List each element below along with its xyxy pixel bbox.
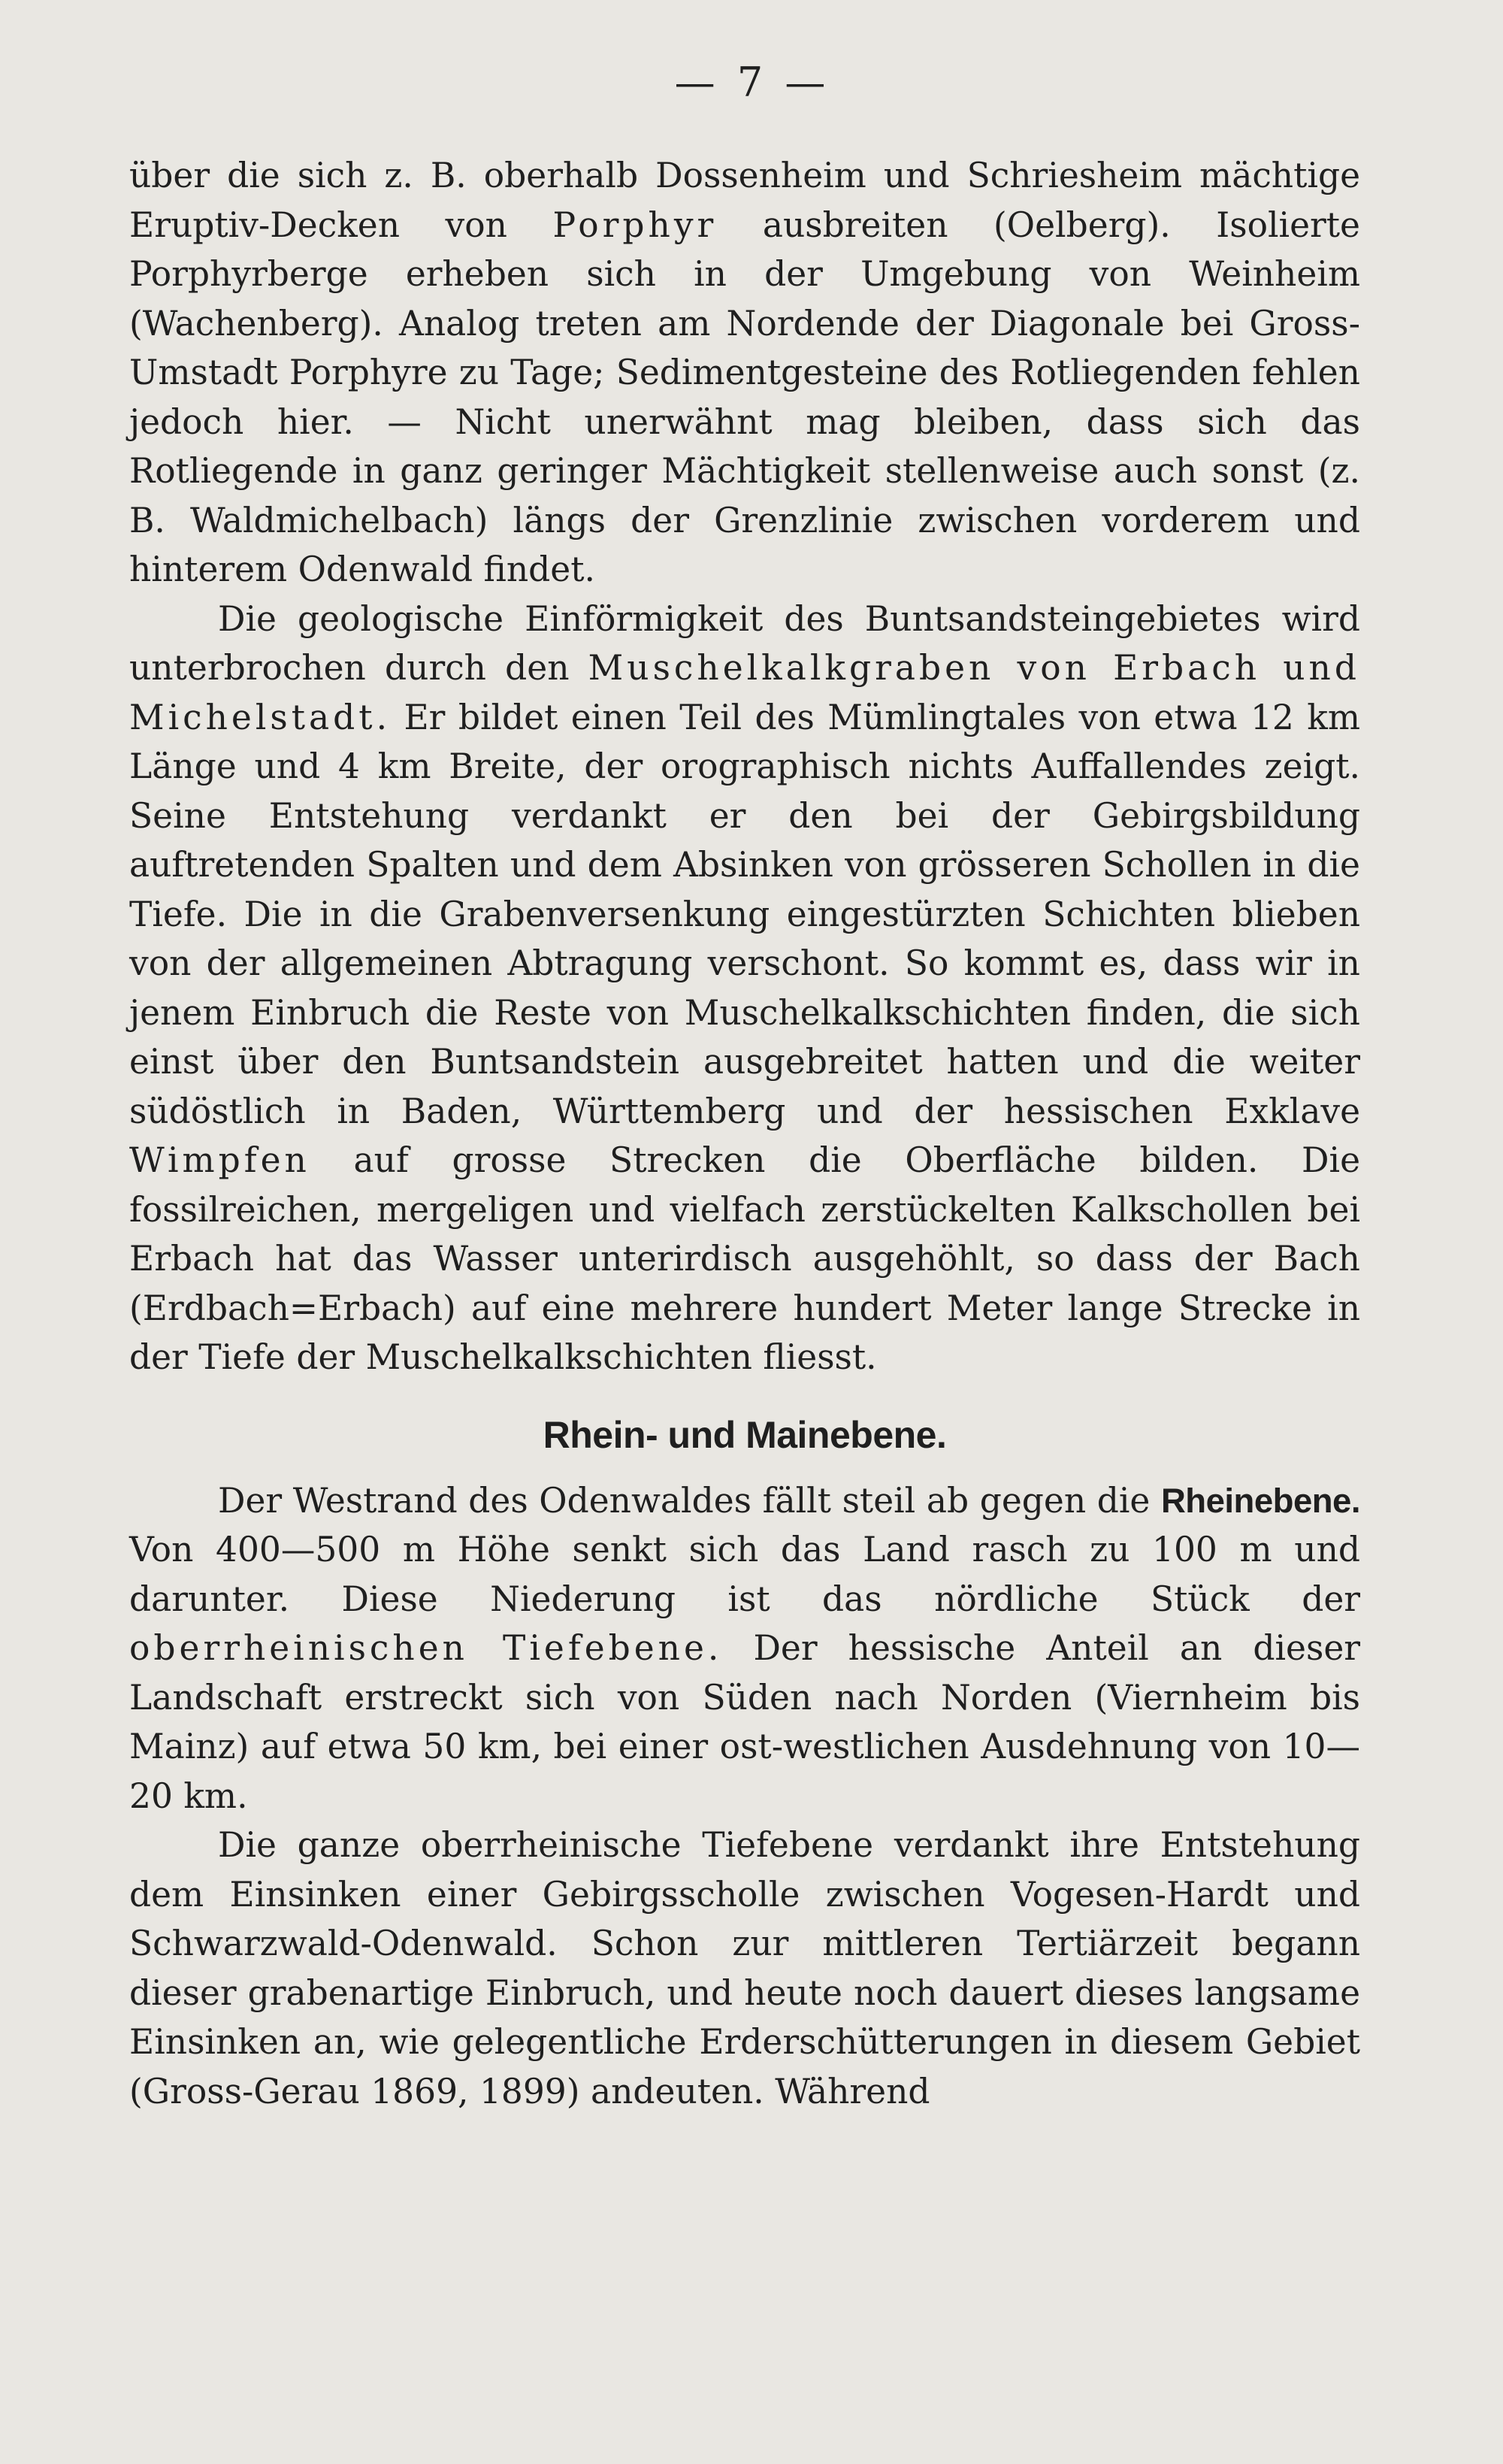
paragraph-westrand xyxy=(129,1476,1360,1821)
paragraph-text: Er bildet einen Teil des Mümlingtales von etwa 12 km Länge und 4 km Breite, der orographisch nichts Auffallendes zeigt. Seine Entstehung verdankt er den bei der Gebirgsbildung auftretenden Spalten und dem Absinken von grösseren Schollen in die Tiefe. Die in die Grabenversenkung eingestürzten Schichten blieben von der allgemeinen Abtragung verschont. So kommt es, dass wir in jenem Einbruch die Reste von Muschelkalkschichten finden, die sich einst über den Buntsandstein ausgebreitet hatten und die weiter südöstlich in Baden, Württemberg und der hessischen Exklave xyxy=(129,697,1360,1131)
spaced-term: Wimpfen xyxy=(129,1140,310,1180)
paragraph-muschelkalkgraben xyxy=(129,595,1360,1382)
bold-term: Rheinebene. xyxy=(1160,1481,1360,1520)
paragraph-text: Der hessische Anteil an dieser Landschaft erstreckt sich von Süden nach Norden (Viernheim bis Mainz) auf etwa 50 km, bei einer ost-westlichen Ausdehnung von 10—20 km. xyxy=(129,1628,1360,1816)
paragraph-text: ausbreiten (Oelberg). Isolierte Porphyrberge erheben sich in der Umgebung von Weinheim (Wachenberg). Analog treten am Nordende der Diagonale bei Gross-Umstadt Porphyre zu Tage; Sedimentgesteine des Rotliegenden fehlen jedoch hier. — Nicht unerwähnt mag bleiben, dass sich das Rotliegende in ganz geringer Mächtigkeit stellenweise auch sonst (z. B. Waldmichelbach) längs der Grenzlinie zwischen vorderem und hinterem Odenwald findet. xyxy=(129,204,1360,589)
spaced-term: oberrheinischen Tiefebene. xyxy=(129,1628,723,1668)
paragraph-text: Von 400—500 m Höhe senkt sich das Land rasch zu 100 m und darunter. Diese Niederung ist das nördliche Stück der xyxy=(129,1530,1360,1619)
paragraph-text: Die ganze oberrheinische Tiefebene verdankt ihre Entstehung dem Einsinken einer Gebirgsscholle zwischen Vogesen-Hardt und Schwarzwald-Odenwald. Schon zur mittleren Tertiärzeit begann dieser grabenartige Einbruch, und heute noch dauert dieses langsame Einsinken an, wie gelegentliche Erderschütterungen in diesem Gebiet (Gross-Gerau 1869, 1899) andeuten. Während xyxy=(129,1825,1360,2111)
spaced-term: Muschelkalkgraben von Erbach und Michelstadt. xyxy=(129,648,1360,737)
page-number: — 7 — xyxy=(674,59,830,106)
paragraph-text: Der Westrand des Odenwaldes fällt steil ab gegen die xyxy=(218,1480,1161,1521)
paragraph-tiefebene xyxy=(129,1821,1360,2116)
paragraph-porphyr xyxy=(129,151,1360,595)
paragraph-text: über die sich z. B. oberhalb Dossenheim und Schriesheim mächtige Eruptiv-Decken von xyxy=(129,156,1360,245)
body-text xyxy=(129,151,1360,2116)
paragraph-text: auf grosse Strecken die Oberfläche bilden. Die fossilreichen, mergeligen und vielfach zerstückelten Kalkschollen bei Erbach hat das Wasser unterirdisch ausgehöhlt, so dass der Bach (Erdbach=Erbach) auf eine mehrere hundert Meter lange Strecke in der Tiefe der Muschelkalkschichten fliesst. xyxy=(129,1140,1360,1377)
section-heading: Rhein- und Mainebene. xyxy=(543,1413,947,1456)
paragraph-text: Die geologische Einförmigkeit des Buntsandsteingebietes wird unterbrochen durch den xyxy=(129,598,1360,688)
spaced-term: Porphyr xyxy=(552,204,718,245)
